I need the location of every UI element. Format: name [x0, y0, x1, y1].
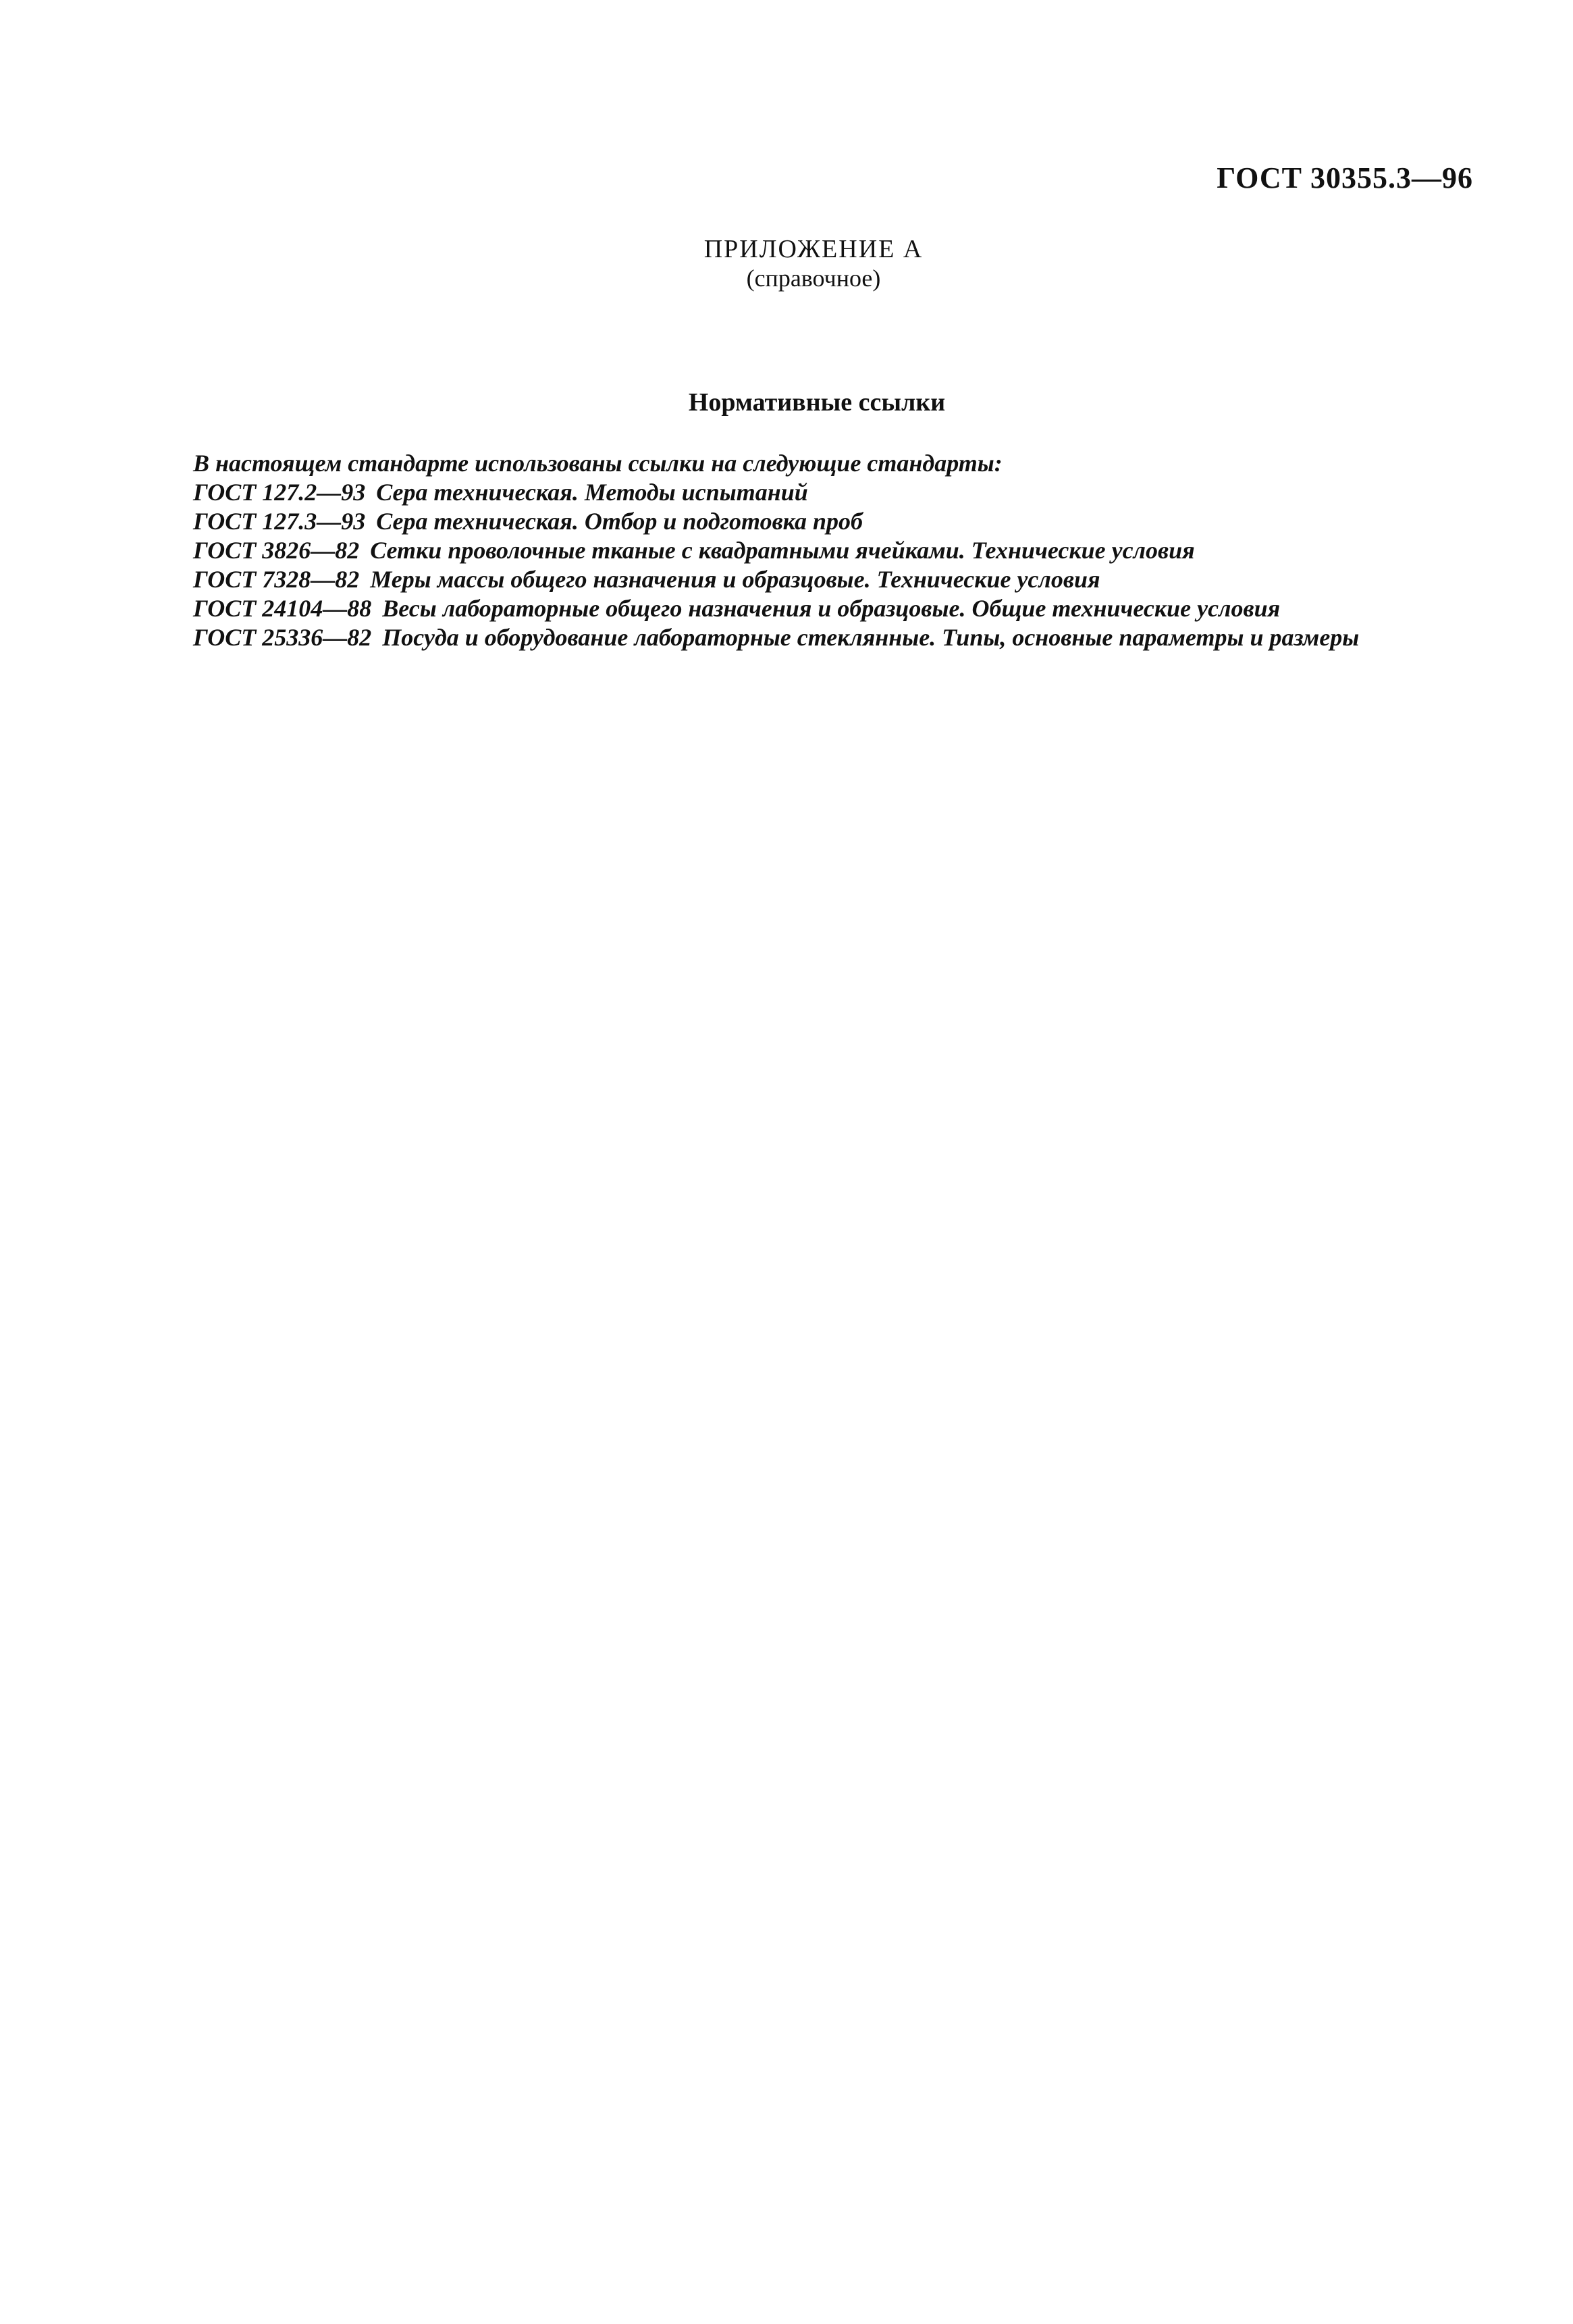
- reference-item: [193, 623, 1476, 652]
- appendix-heading: [0, 235, 1573, 293]
- reference-code: ГОСТ 25336—82: [193, 624, 372, 651]
- reference-code: ГОСТ 24104—88: [193, 595, 372, 622]
- reference-item: [193, 478, 1476, 507]
- reference-code: ГОСТ 127.3—93: [193, 508, 366, 535]
- reference-title: Сера техническая. Отбор и подготовка проб: [376, 508, 863, 535]
- reference-item: [193, 565, 1476, 594]
- reference-title: Сера техническая. Методы испытаний: [376, 479, 808, 506]
- reference-item: [193, 507, 1476, 536]
- reference-code: ГОСТ 127.2—93: [193, 479, 366, 506]
- references-list: [193, 449, 1476, 652]
- reference-item: [193, 536, 1476, 565]
- reference-title: Сетки проволочные тканые с квадратными ячейками. Технические условия: [370, 537, 1195, 564]
- reference-code: ГОСТ 3826—82: [193, 537, 360, 564]
- references-intro: В настоящем стандарте использованы ссылки на следующие стандарты:: [193, 450, 1003, 477]
- reference-code: ГОСТ 7328—82: [193, 566, 360, 593]
- reference-item: [193, 594, 1476, 623]
- reference-title: Посуда и оборудование лабораторные стеклянные. Типы, основные параметры и размеры: [382, 624, 1360, 651]
- section-title: Нормативные ссылки: [688, 388, 946, 417]
- appendix-title: ПРИЛОЖЕНИЕ А: [703, 235, 924, 263]
- appendix-subtitle: (справочное): [746, 265, 881, 292]
- reference-title: Меры массы общего назначения и образцовые. Технические условия: [370, 566, 1100, 593]
- document-code: ГОСТ 30355.3—96: [1217, 161, 1473, 194]
- reference-title: Весы лабораторные общего назначения и образцовые. Общие технические условия: [382, 595, 1281, 622]
